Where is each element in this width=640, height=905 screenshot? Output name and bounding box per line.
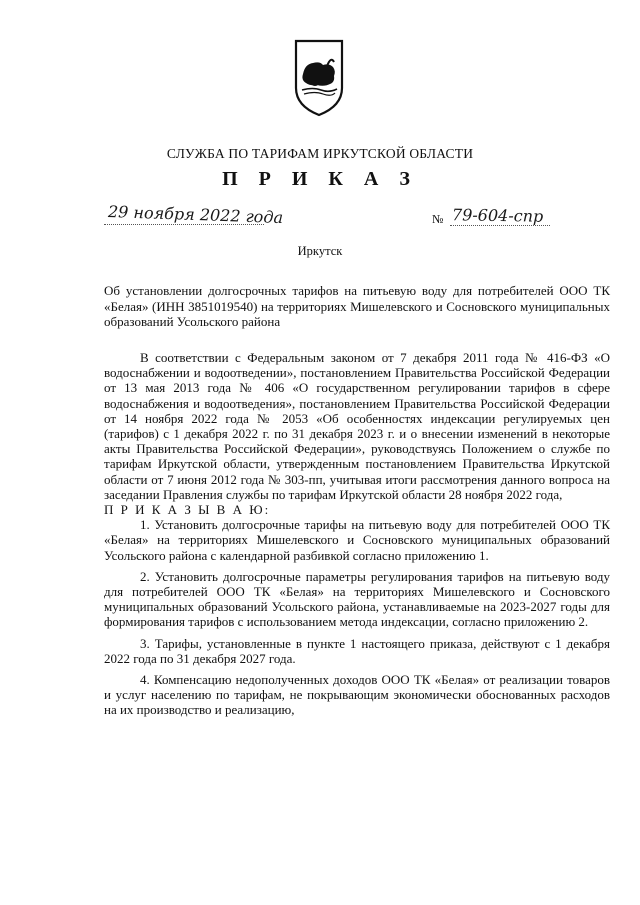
order-item: 3. Тарифы, установленные в пункте 1 настоящего приказа, действуют с 1 декабря 2022 года по 31 декабря 2027 года.	[104, 635, 610, 666]
number-label: №	[432, 212, 444, 226]
orders-word: П Р И К А З Ы В А Ю:	[104, 502, 271, 518]
date-underline	[104, 224, 264, 225]
number-underline	[450, 225, 550, 226]
order-item: 4. Компенсацию недополученных доходов ООО ТК «Белая» от реализации товаров и услуг населению по тарифам, не покрывающим экономически обоснованных расходов на их производство и реализацию,	[104, 672, 610, 718]
order-subject: Об установлении долгосрочных тарифов на питьевую воду для потребителей ООО ТК «Белая» (ИНН 3851019540) на территориях Мишелевского и Сосновского муниципальных образований Усольского района	[104, 283, 610, 329]
agency-name: СЛУЖБА ПО ТАРИФАМ ИРКУТСКОЙ ОБЛАСТИ	[166, 146, 474, 161]
order-date: 29 ноября 2022 года	[107, 201, 284, 228]
preamble-paragraph: В соответствии с Федеральным законом от 7 декабря 2011 года № 416-ФЗ «О водоснабжении и водоотведении», постановлением Правительства Российской Федерации от 13 мая 2013 года № 406 «О государственном регулировании тарифов в сфере водоснабжения и водоотведения», постановлением Правительства Российской Федерации от 14 ноября 2022 года № 2053 «Об особенностях индексации регулируемых цен (тарифов) с 1 декабря 2022 г. по 31 декабря 2023 г. и о внесении изменений в некоторые акты Правительства Российской Федерации», руководствуясь Положением о службе по тарифам Иркутской области, утвержденным постановлением Правительства Иркутской области от 7 июня 2012 года № 303-пп, учитывая итоги рассмотрения данного вопроса на заседании Правления службы по тарифам Иркутской области 28 ноября 2022 года,	[104, 350, 610, 502]
document-title: П Р И К А З	[222, 168, 418, 190]
order-item: 2. Установить долгосрочные параметры регулирования тарифов на питьевую воду для потребителей ООО ТК «Белая» на территориях Мишелевского и Сосновского муниципальных образований Усольского района, устанавливаемые на 2023-2027 годы для формирования тарифов с использованием метода индексации, согласно приложению 2.	[104, 568, 610, 630]
order-item: 1. Установить долгосрочные тарифы на питьевую воду для потребителей ООО ТК «Белая» на территориях Мишелевского и Сосновского муниципальных образований Усольского района с календарной разбивкой согласно приложению 1.	[104, 517, 610, 563]
coat-of-arms-emblem	[293, 38, 345, 118]
order-body	[104, 350, 610, 718]
city: Иркутск	[297, 244, 343, 258]
order-number: 79-604-спр	[451, 205, 544, 226]
